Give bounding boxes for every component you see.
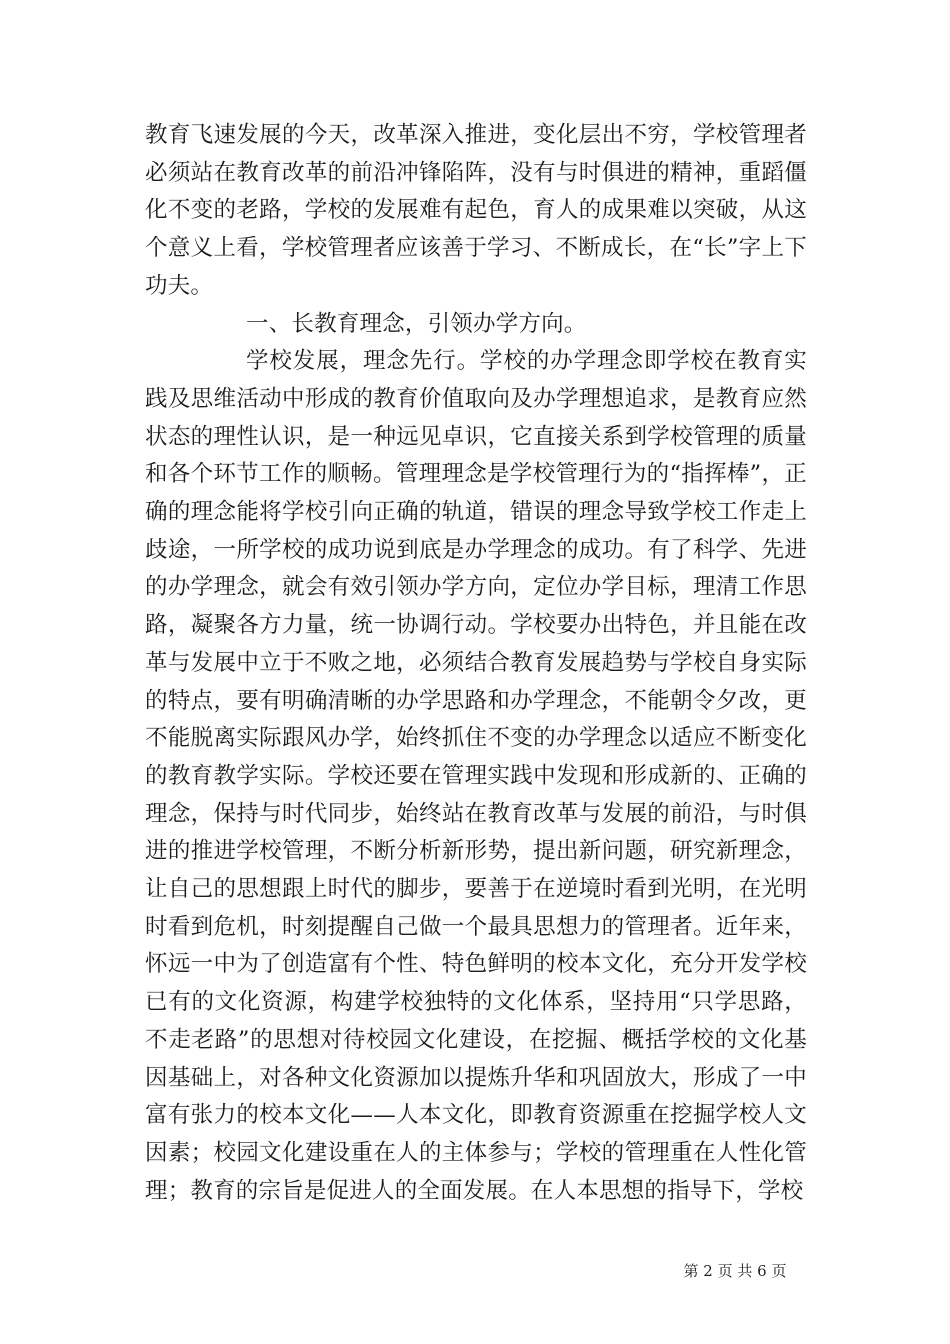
- page-number-footer: 第 2 页 共 6 页: [683, 1262, 787, 1280]
- section-heading: 一、长教育理念，引领办学方向。: [246, 310, 587, 337]
- document-body: [145, 117, 807, 1210]
- paragraph-intro: 教育飞速发展的今天，改革深入推进，变化层出不穷，学校管理者必须站在教育改革的前沿冲锋陷阵，没有与时俱进的精神，重蹈僵化不变的老路，学校的发展难有起色，育人的成果难以突破，从这个意义上看，学校管理者应该善于学习、不断成长，在“长”字上下功夫。: [145, 122, 807, 299]
- paragraph-body: 学校发展，理念先行。学校的办学理念即学校在教育实践及思维活动中形成的教育价值取向及办学理想追求，是教育应然状态的理性认识，是一种远见卓识，它直接关系到学校管理的质量和各个环节工作的顺畅。管理理念是学校管理行为的“指挥棒”，正确的理念能将学校引向正确的轨道，错误的理念导致学校工作走上歧途，一所学校的成功说到底是办学理念的成功。有了科学、先进的办学理念，就会有效引领办学方向，定位办学目标，理清工作思路，凝聚各方力量，统一协调行动。学校要办出特色，并且能在改革与发展中立于不败之地，必须结合教育发展趋势与学校自身实际的特点，要有明确清晰的办学思路和办学理念，不能朝令夕改，更不能脱离实际跟风办学，始终抓住不变的办学理念以适应不断变化的教育教学实际。学校还要在管理实践中发现和形成新的、正确的理念，保持与时代同步，始终站在教育改革与发展的前沿，与时俱进的推进学校管理，不断分析新形势，提出新问题，研究新理念，让自己的思想跟上时代的脚步，要善于在逆境时看到光明，在光明时看到危机，时刻提醒自己做一个最具思想力的管理者。近年来，怀远一中为了创造富有个性、特色鲜明的校本文化，充分开发学校已有的文化资源，构建学校独特的文化体系，坚持用“只学思路，不走老路”的思想对待校园文化建设，在挖掘、概括学校的文化基因基础上，对各种文化资源加以提炼升华和巩固放大，形成了一中富有张力的校本文化——人本文化，即教育资源重在挖掘学校人文因素；校园文化建设重在人的主体参与；学校的管理重在人性化管理；教育的宗旨是促进人的全面发展。在人本思想的指导下，学校: [145, 348, 807, 1204]
